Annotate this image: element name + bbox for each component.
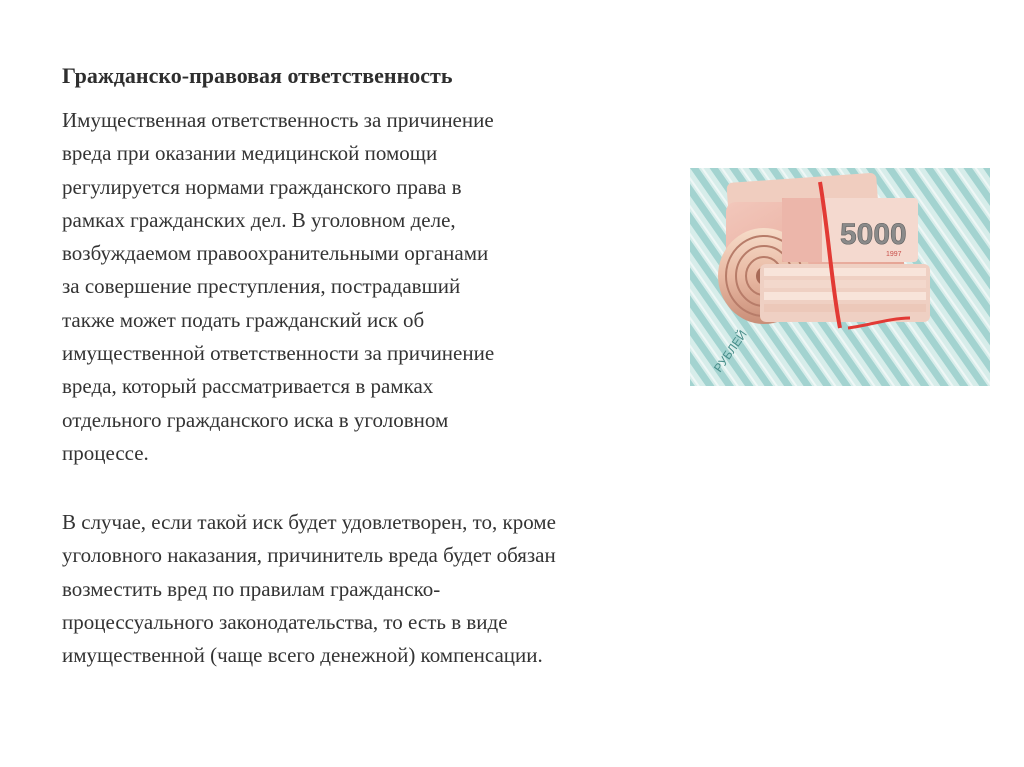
text-line: также может подать гражданский иск об bbox=[62, 307, 425, 332]
text-line: процессуального законодательства, то есть в виде bbox=[62, 609, 508, 634]
money-roll-photo bbox=[690, 168, 990, 386]
banknote-value: 5000 bbox=[840, 218, 907, 251]
text-line: возместить вред по правилам гражданско- bbox=[62, 576, 441, 601]
text-line: рамках гражданских дел. В уголовном деле, bbox=[62, 207, 456, 232]
text-line: имущественной (чаще всего денежной) компенсации. bbox=[62, 643, 543, 668]
text-line: вреда, который рассматривается в рамках bbox=[62, 374, 434, 399]
text-line: уголовного наказания, причинитель вреда будет обязан bbox=[62, 543, 556, 568]
text-line: возбуждаемом правоохранительными органами bbox=[62, 241, 489, 266]
text-line: процессе. bbox=[62, 440, 149, 465]
slide-title: Гражданско-правовая ответственность bbox=[62, 63, 453, 88]
text-line: регулируется нормами гражданского права в bbox=[62, 174, 462, 199]
banknote-year: 1997 bbox=[886, 251, 902, 258]
paragraph-compensation bbox=[62, 506, 782, 672]
paragraph-civil-liability bbox=[62, 104, 702, 470]
text-line: отдельного гражданского иска в уголовном bbox=[62, 407, 449, 432]
text-line: вреда при оказании медицинской помощи bbox=[62, 141, 438, 166]
text-line: за совершение преступления, пострадавший bbox=[62, 274, 461, 299]
money-roll-illustration bbox=[690, 168, 990, 386]
banknote-word: РУБЛЕЙ bbox=[710, 327, 750, 375]
text-line: имущественной ответственности за причинение bbox=[62, 341, 495, 366]
text-line: В случае, если такой иск будет удовлетворен, то, кроме bbox=[62, 510, 556, 534]
text-line: Имущественная ответственность за причинение bbox=[62, 108, 494, 132]
